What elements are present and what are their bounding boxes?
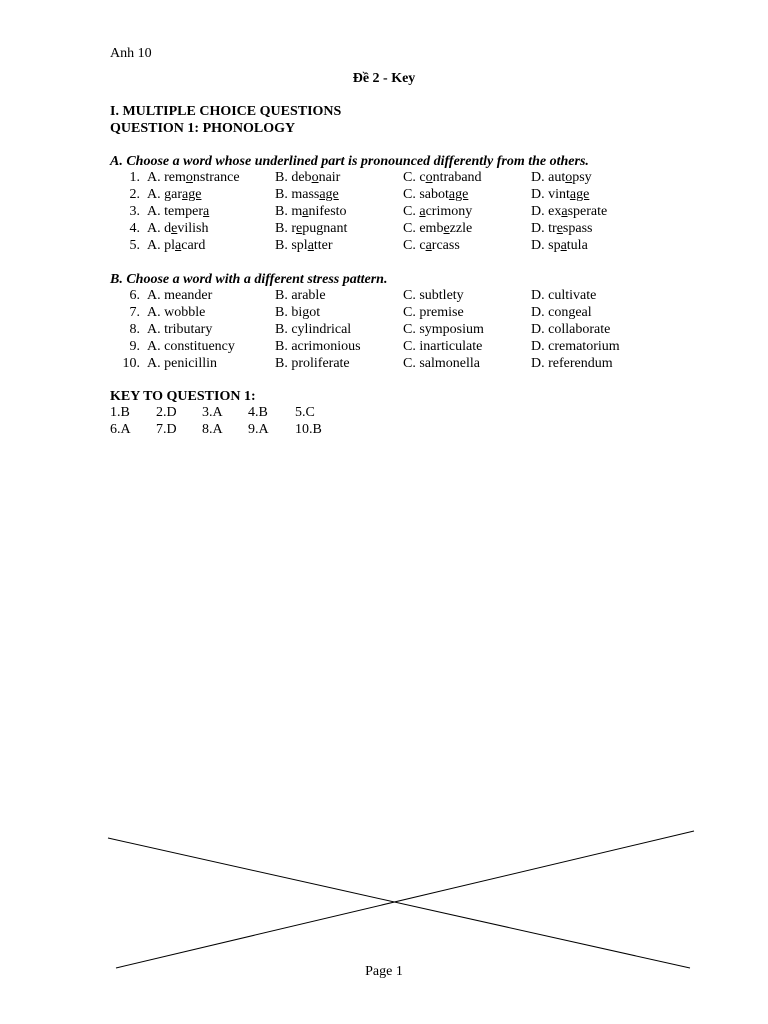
underlined-part: age	[569, 187, 590, 202]
question-number: 1.	[129, 170, 140, 185]
underlined-part: o	[565, 170, 573, 185]
underlined-part: age	[319, 187, 339, 202]
answer-item: 10.B	[295, 422, 322, 437]
cross-line-ascending	[116, 831, 694, 968]
option-text-part: pugnant	[302, 221, 348, 236]
option-text-part: A.	[147, 204, 165, 219]
answer-item: 6.A	[110, 422, 131, 437]
underlined-part: a	[425, 238, 432, 253]
answer-item: 1.B	[110, 405, 130, 420]
underlined-part: age	[448, 187, 469, 202]
part-b-instruction: B. Choose a word with a different stress pattern.	[110, 272, 388, 287]
underlined-part: a	[203, 204, 210, 219]
option-text-part: psy	[572, 170, 592, 185]
option-b: B. cylindrical	[275, 322, 352, 337]
question-number: 6.	[129, 288, 140, 303]
option-text-part: card	[181, 238, 206, 253]
option-text-part: temper	[164, 204, 203, 219]
question-number: 8.	[129, 322, 140, 337]
option-d: D. collaborate	[531, 322, 611, 337]
answer-item: 2.D	[156, 405, 177, 420]
question-number: 4.	[129, 221, 140, 236]
underlined-part: a	[307, 238, 314, 253]
option-text-part: spl	[291, 238, 308, 253]
answer-item: 4.B	[248, 405, 268, 420]
option-a: A. tributary	[147, 322, 213, 337]
underlined-part: age	[182, 187, 202, 202]
option-text-part: D.	[531, 221, 549, 236]
option-text-part: A.	[147, 170, 165, 185]
option-text-part: vilish	[177, 221, 209, 236]
option-text-part: B.	[275, 221, 292, 236]
option-text-part: sperate	[567, 204, 608, 219]
option-text-part: B.	[275, 187, 292, 202]
option-b: B. proliferate	[275, 356, 350, 371]
option-c: C. symposium	[403, 322, 484, 337]
option-d: D. cultivate	[531, 288, 597, 303]
answer-key-title: KEY TO QUESTION 1:	[110, 389, 256, 404]
question-number: 10.	[122, 356, 140, 371]
option-text-part: r	[291, 221, 297, 236]
underlined-part: e	[443, 221, 450, 236]
option-text-part: aut	[548, 170, 566, 185]
option-c: C. premise	[403, 305, 464, 320]
option-text-part: c	[419, 238, 426, 253]
option-text-part: D.	[531, 170, 549, 185]
option-d: D. congeal	[531, 305, 592, 320]
option-text-part: rem	[164, 170, 186, 185]
option-b: B. acrimonious	[275, 339, 361, 354]
answer-item: 7.D	[156, 422, 177, 437]
question-number: 7.	[129, 305, 140, 320]
option-b: B. arable	[275, 288, 326, 303]
question-number: 3.	[129, 204, 140, 219]
cross-line-descending	[108, 838, 690, 968]
option-a: A. penicillin	[147, 356, 217, 371]
question-number: 5.	[129, 238, 140, 253]
underlined-part: a	[419, 204, 426, 219]
option-text-part: emb	[419, 221, 444, 236]
option-text-part: tter	[313, 238, 333, 253]
option-text-part: C.	[403, 187, 420, 202]
option-text-part: C.	[403, 204, 420, 219]
option-text-part: D.	[531, 204, 549, 219]
option-text-part: nstrance	[192, 170, 240, 185]
option-text-part: spass	[562, 221, 593, 236]
option-text-part: pl	[164, 238, 176, 253]
option-text-part: zzle	[449, 221, 473, 236]
option-text-part: nair	[318, 170, 341, 185]
option-text-part: m	[291, 204, 303, 219]
answer-item: 5.C	[295, 405, 315, 420]
option-text-part: A.	[147, 187, 165, 202]
option-b: B. bigot	[275, 305, 321, 320]
option-text-part: tula	[566, 238, 588, 253]
underlined-part: o	[311, 170, 319, 185]
underlined-part: a	[561, 204, 568, 219]
option-text-part: B.	[275, 204, 292, 219]
underlined-part: e	[556, 221, 563, 236]
option-text-part: vint	[548, 187, 570, 202]
option-c: C. subtlety	[403, 288, 464, 303]
option-d: D. crematorium	[531, 339, 620, 354]
option-text-part: crimony	[425, 204, 473, 219]
option-c: C. inarticulate	[403, 339, 483, 354]
option-a: A. meander	[147, 288, 213, 303]
question-number: 2.	[129, 187, 140, 202]
option-a: A. constituency	[147, 339, 235, 354]
header-subject: Anh 10	[110, 46, 152, 61]
underlined-part: o	[425, 170, 433, 185]
underlined-part: e	[171, 221, 178, 236]
option-text-part: deb	[291, 170, 312, 185]
option-d: D. referendum	[531, 356, 613, 371]
page-number: Page 1	[365, 964, 403, 979]
option-text-part: D.	[531, 187, 549, 202]
option-text-part: A.	[147, 221, 165, 236]
option-text-part: D.	[531, 238, 549, 253]
question-number: 9.	[129, 339, 140, 354]
option-text-part: B.	[275, 238, 292, 253]
answer-item: 3.A	[202, 405, 223, 420]
option-text-part: ntraband	[432, 170, 482, 185]
option-text-part: C.	[403, 238, 420, 253]
underlined-part: a	[175, 238, 182, 253]
option-text-part: C.	[403, 170, 420, 185]
option-c: C. salmonella	[403, 356, 480, 371]
question-title: QUESTION 1: PHONOLOGY	[110, 121, 296, 136]
underlined-part: e	[296, 221, 303, 236]
option-text-part: sabot	[419, 187, 449, 202]
option-text-part: A.	[147, 238, 165, 253]
option-text-part: rcass	[431, 238, 460, 253]
answer-item: 8.A	[202, 422, 223, 437]
answer-item: 9.A	[248, 422, 269, 437]
option-text-part: C.	[403, 221, 420, 236]
underlined-part: a	[302, 204, 309, 219]
option-text-part: mass	[291, 187, 320, 202]
option-text-part: nifesto	[308, 204, 347, 219]
option-text-part: d	[164, 221, 172, 236]
option-text-part: ex	[548, 204, 562, 219]
option-text-part: B.	[275, 170, 292, 185]
option-a: A. wobble	[147, 305, 206, 320]
option-text-part: tr	[548, 221, 557, 236]
underlined-part: o	[185, 170, 193, 185]
option-text-part: sp	[548, 238, 561, 253]
part-a-instruction: A. Choose a word whose underlined part is pronounced differently from the others.	[110, 154, 589, 169]
underlined-part: a	[560, 238, 567, 253]
document-title: Đề 2 - Key	[352, 71, 416, 86]
section-title: I. MULTIPLE CHOICE QUESTIONS	[110, 104, 342, 119]
option-text-part: c	[419, 170, 426, 185]
option-text-part: gar	[164, 187, 183, 202]
